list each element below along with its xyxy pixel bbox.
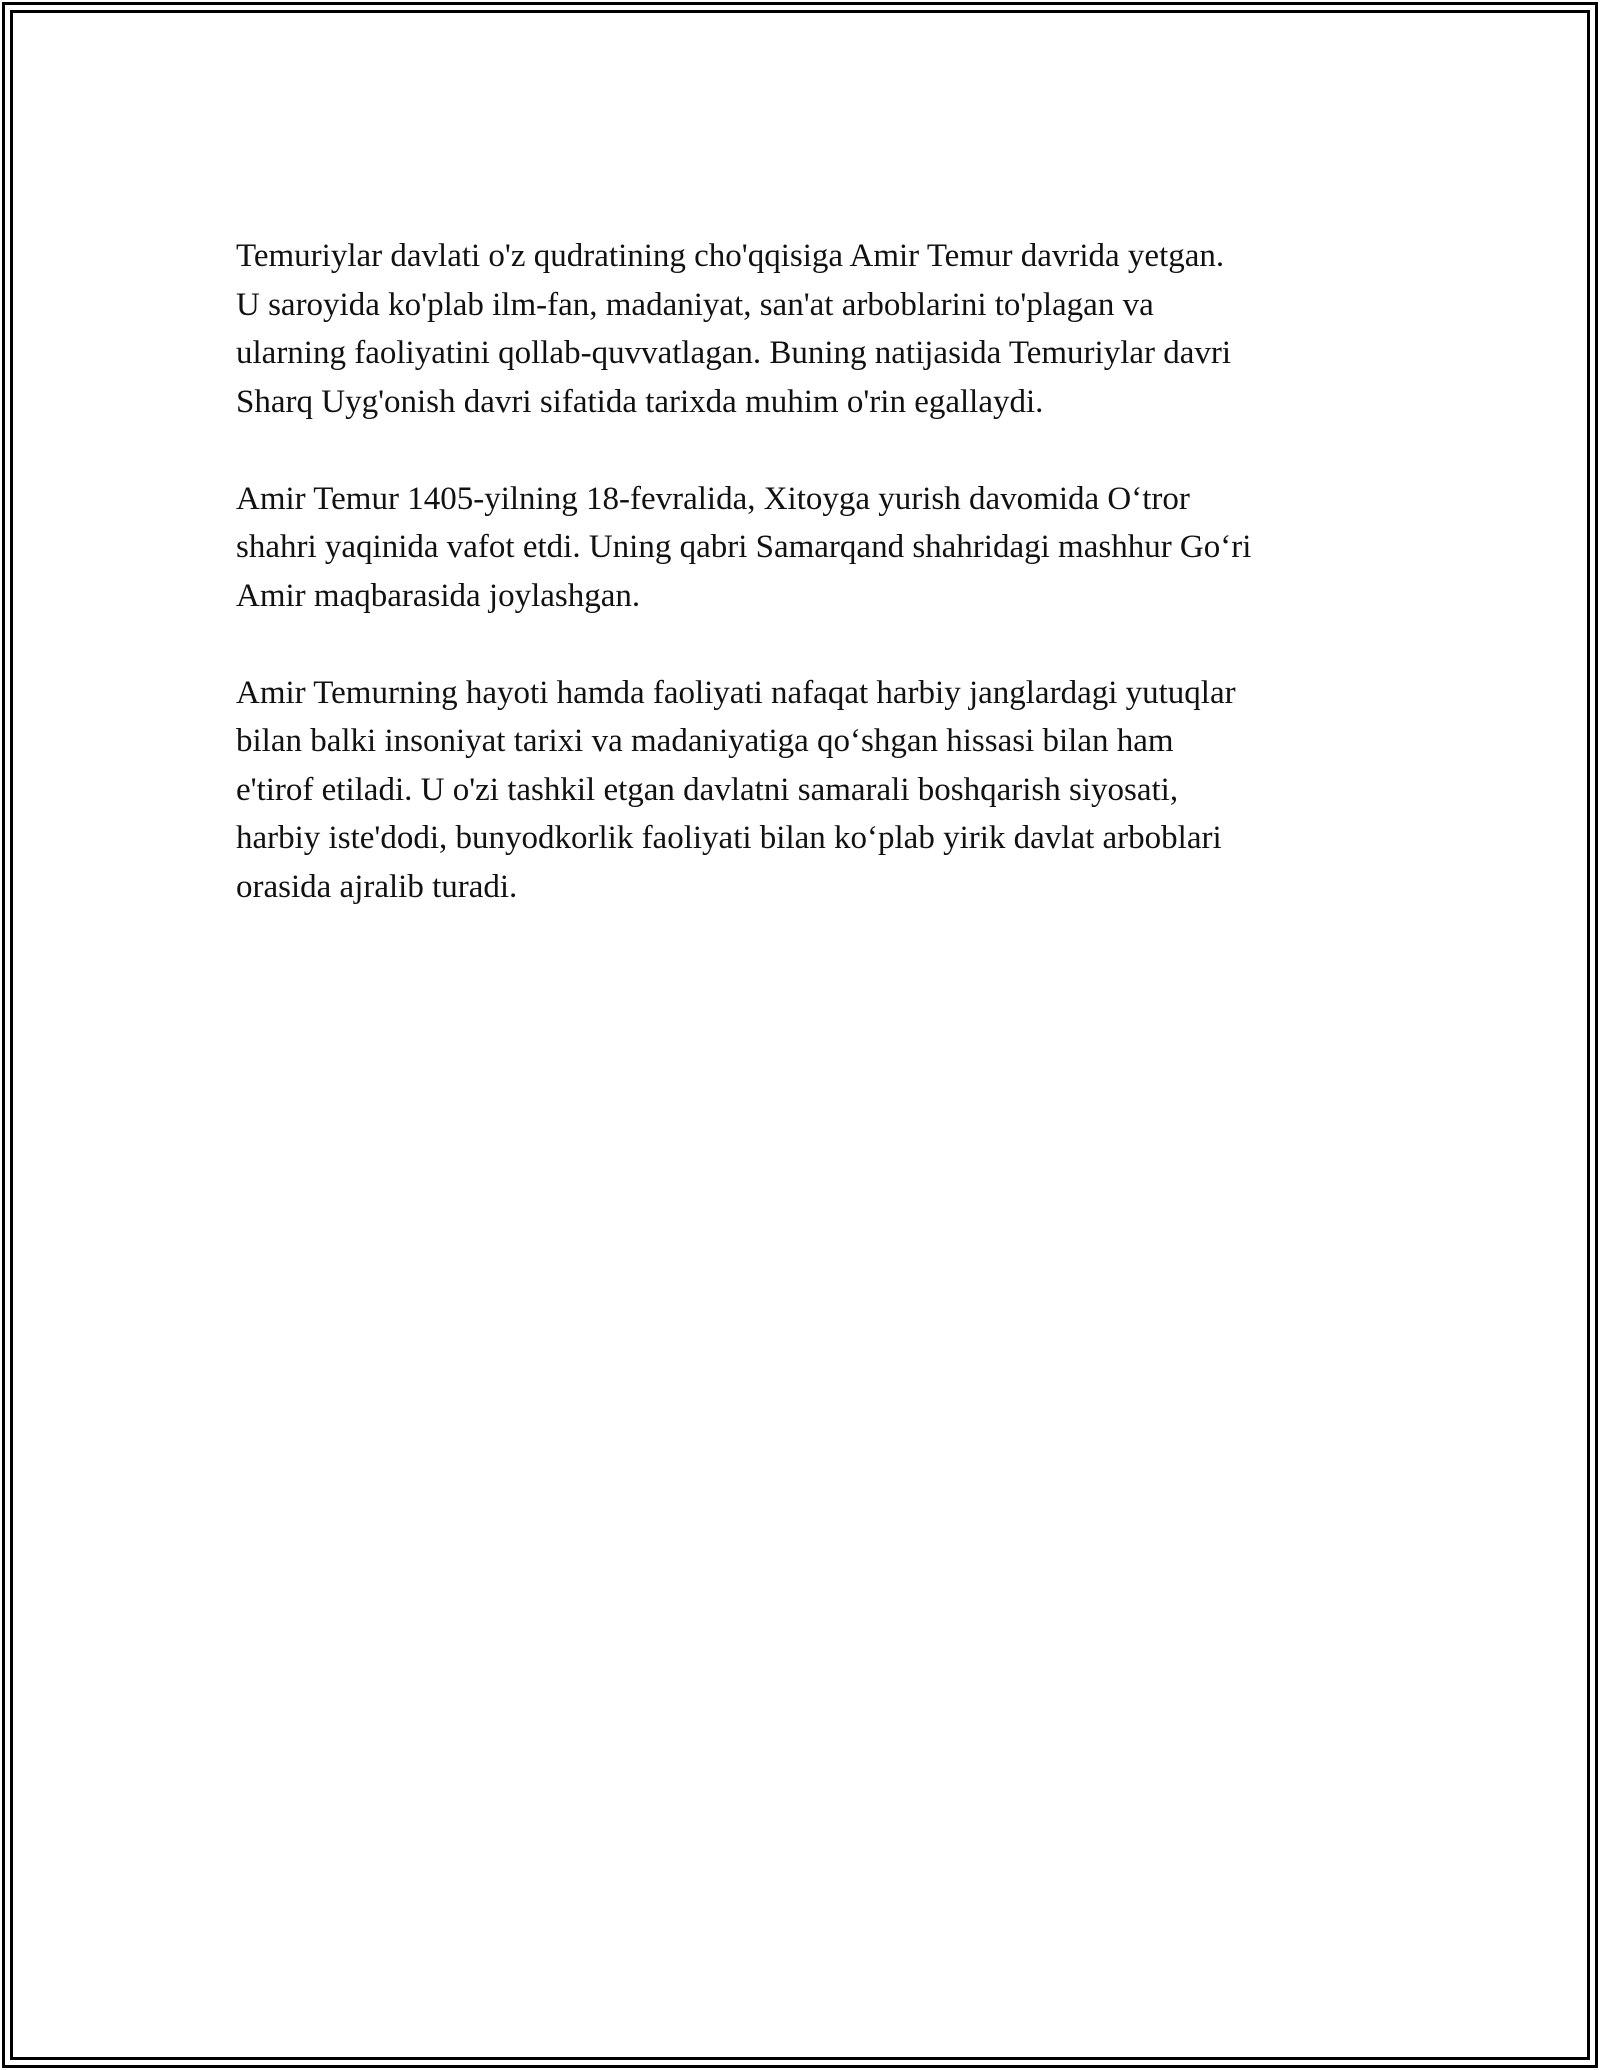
- paragraph-line: Sharq Uyg'onish davri sifatida tarixda muhim o'rin egallaydi.: [236, 383, 1044, 420]
- paragraph-line: Amir maqbarasida joylashgan.: [236, 577, 641, 614]
- paragraph-line: Amir Temur 1405-yilning 18-fevralida, Xitoyga yurish davomida O‘tror: [236, 480, 1190, 517]
- paragraph-1: [236, 232, 1376, 426]
- paragraph-line: Amir Temurning hayoti hamda faoliyati nafaqat harbiy janglardagi yutuqlar: [236, 674, 1236, 711]
- paragraph-line: ularning faoliyatini qollab-quvvatlagan. Buning natijasida Temuriylar davri: [236, 335, 1232, 371]
- paragraph-line: e'tirof etiladi. U o'zi tashkil etgan davlatni samarali boshqarish siyosati,: [236, 771, 1179, 808]
- paragraph-line: shahri yaqinida vafot etdi. Uning qabri Samarqand shahridagi mashhur Go‘ri: [236, 529, 1252, 565]
- paragraph-line: bilan balki insoniyat tarixi va madaniyatiga qo‘shgan hissasi bilan ham: [236, 723, 1174, 759]
- paragraph-line: Temuriylar davlati o'z qudratining cho'qqisiga Amir Temur davrida yetgan.: [236, 238, 1225, 274]
- paragraph-line: orasida ajralib turadi.: [236, 868, 518, 905]
- document-body: [236, 232, 1376, 960]
- paragraph-line: harbiy iste'dodi, bunyodkorlik faoliyati bilan ko‘plab yirik davlat arboblari: [236, 820, 1222, 856]
- paragraph-2: [236, 475, 1376, 621]
- paragraph-line: U saroyida ko'plab ilm-fan, madaniyat, san'at arboblarini to'plagan va: [236, 286, 1154, 323]
- paragraph-3: [236, 669, 1376, 912]
